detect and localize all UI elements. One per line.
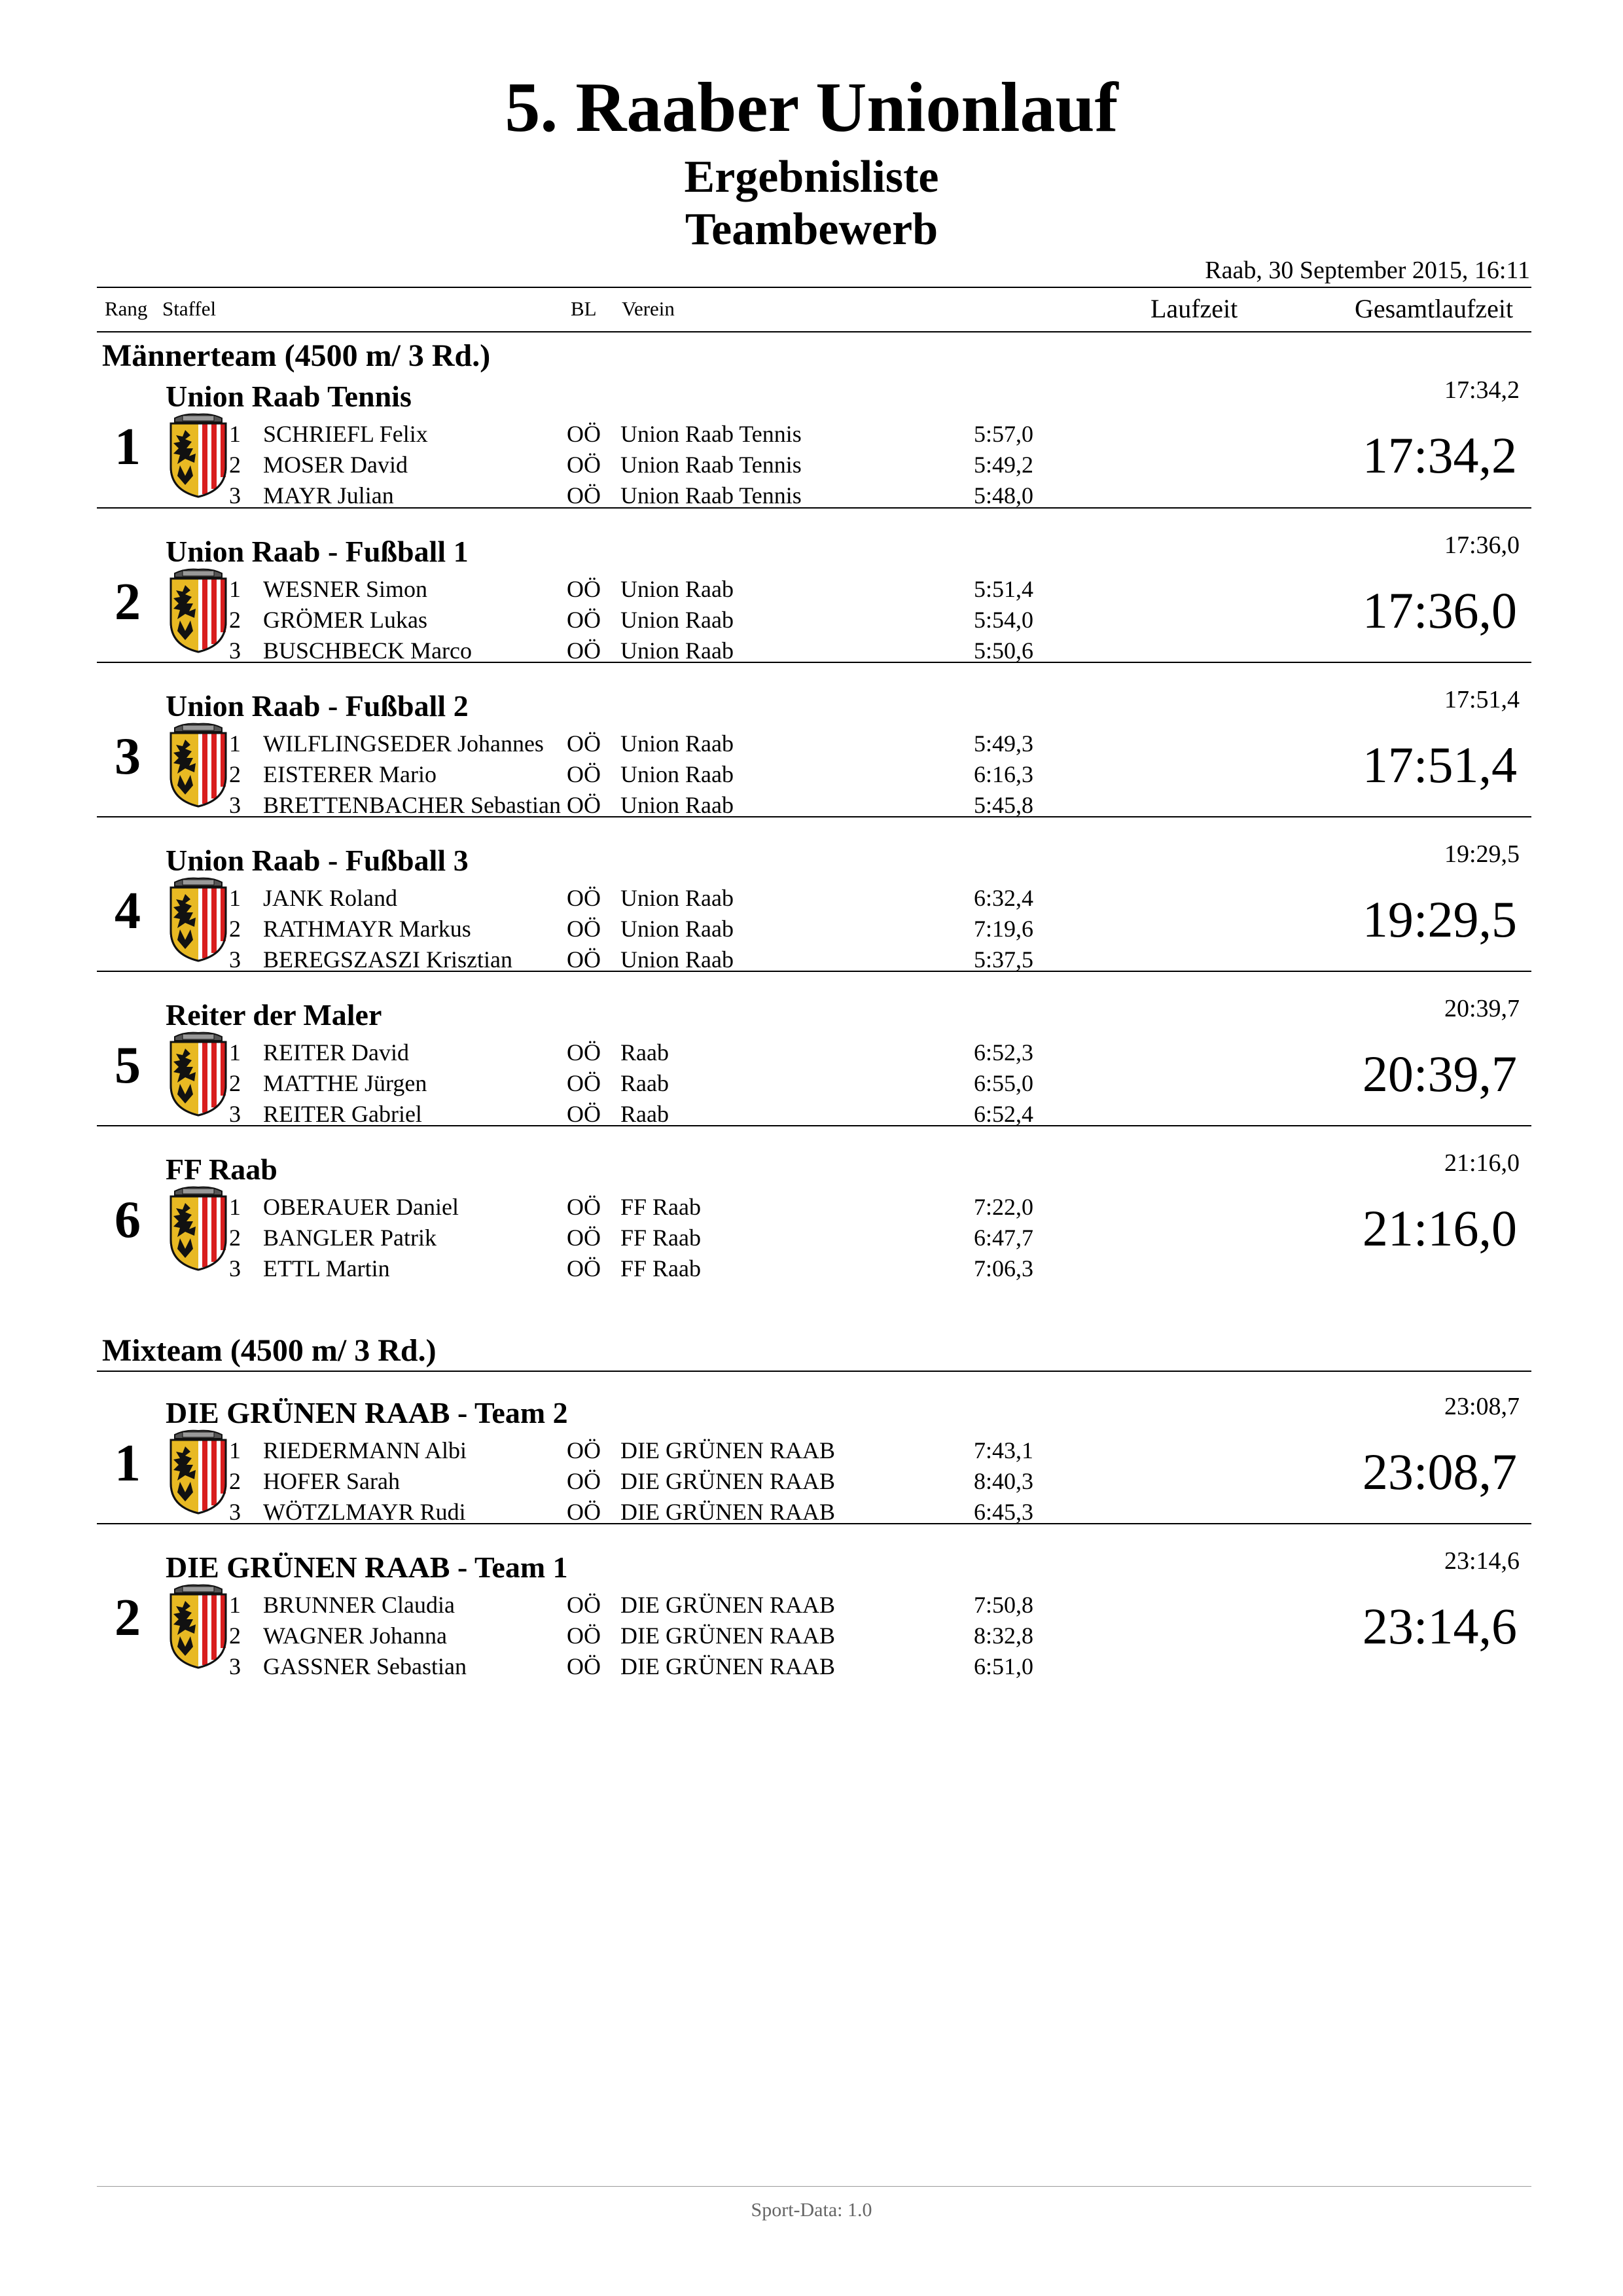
member-bundesland: OÖ	[567, 576, 601, 602]
team-name: Union Raab - Fußball 2	[166, 689, 469, 723]
team-total-time: 23:14,6	[1362, 1598, 1517, 1655]
team-name: DIE GRÜNEN RAAB - Team 2	[166, 1396, 568, 1429]
member-laufzeit: 5:57,0	[974, 421, 1034, 447]
member-bundesland: OÖ	[567, 1653, 601, 1679]
member-verein: Union Raab	[620, 885, 734, 911]
member-name: BUSCHBECK Marco	[263, 637, 473, 664]
member-verein: Union Raab	[620, 946, 734, 973]
team-separator	[97, 1523, 1531, 1524]
header-top-rule	[97, 287, 1531, 288]
member-bundesland: OÖ	[567, 885, 601, 911]
member-laufzeit: 5:54,0	[974, 607, 1034, 633]
member-name: ETTL Martin	[263, 1255, 390, 1282]
team-name: Union Raab Tennis	[166, 380, 412, 413]
member-verein: Union Raab	[620, 792, 734, 818]
team-name: DIE GRÜNEN RAAB - Team 1	[166, 1551, 568, 1584]
member-laufzeit: 7:43,1	[974, 1437, 1034, 1463]
member-name: BRETTENBACHER Sebastian	[263, 792, 561, 818]
section-rule	[97, 1371, 1531, 1372]
member-bundesland: OÖ	[567, 730, 601, 757]
member-name: GRÖMER Lukas	[263, 607, 427, 633]
team-separator	[97, 662, 1531, 663]
team-rank: 1	[115, 418, 141, 476]
member-bundesland: OÖ	[567, 421, 601, 447]
header-bottom-rule	[97, 331, 1531, 332]
member-bundesland: OÖ	[567, 1070, 601, 1096]
member-number: 3	[229, 1101, 241, 1127]
team-total-time: 23:08,7	[1362, 1443, 1517, 1500]
team-rank: 2	[115, 1589, 141, 1647]
member-verein: Union Raab	[620, 761, 734, 787]
member-verein: DIE GRÜNEN RAAB	[620, 1623, 835, 1649]
team-separator	[97, 507, 1531, 509]
team-rank: 3	[115, 728, 141, 785]
member-laufzeit: 8:40,3	[974, 1468, 1034, 1494]
team-total-time-label: 23:14,6	[1444, 1547, 1520, 1575]
team-rank: 6	[115, 1191, 141, 1249]
member-number: 2	[229, 452, 241, 478]
member-name: REITER Gabriel	[263, 1101, 422, 1127]
footer-rule	[97, 2186, 1531, 2187]
member-laufzeit: 6:52,4	[974, 1101, 1034, 1127]
column-header-verein: Verein	[622, 297, 675, 320]
member-row	[0, 1068, 1623, 1099]
section-title: Männerteam (4500 m/ 3 Rd.)	[102, 338, 491, 373]
member-row	[0, 574, 1623, 605]
member-laufzeit: 6:45,3	[974, 1499, 1034, 1525]
member-verein: Raab	[620, 1101, 669, 1127]
team-total-time: 20:39,7	[1362, 1045, 1517, 1102]
member-number: 2	[229, 761, 241, 787]
page-subtitle-ergebnisliste: Ergebnisliste	[684, 152, 939, 202]
member-name: GASSNER Sebastian	[263, 1653, 467, 1679]
member-name: WILFLINGSEDER Johannes	[263, 730, 544, 757]
member-verein: Union Raab	[620, 637, 734, 664]
member-laufzeit: 5:45,8	[974, 792, 1034, 818]
member-number: 3	[229, 1653, 241, 1679]
member-number: 1	[229, 1039, 241, 1066]
member-bundesland: OÖ	[567, 637, 601, 664]
member-laufzeit: 6:52,3	[974, 1039, 1034, 1066]
member-bundesland: OÖ	[567, 946, 601, 973]
member-number: 3	[229, 637, 241, 664]
team-total-time: 19:29,5	[1362, 891, 1517, 948]
member-bundesland: OÖ	[567, 1437, 601, 1463]
member-bundesland: OÖ	[567, 482, 601, 509]
member-number: 1	[229, 421, 241, 447]
team-total-time-label: 17:36,0	[1444, 531, 1520, 559]
member-bundesland: OÖ	[567, 1101, 601, 1127]
member-row	[0, 419, 1623, 450]
member-row	[0, 883, 1623, 914]
section-title: Mixteam (4500 m/ 3 Rd.)	[102, 1333, 437, 1368]
team-total-time: 21:16,0	[1362, 1200, 1517, 1257]
team-total-time: 17:51,4	[1362, 736, 1517, 793]
member-laufzeit: 7:50,8	[974, 1592, 1034, 1618]
column-header-bl: BL	[571, 297, 597, 320]
member-row	[0, 1651, 1623, 1682]
member-name: SCHRIEFL Felix	[263, 421, 428, 447]
member-number: 1	[229, 1592, 241, 1618]
member-name: BANGLER Patrik	[263, 1225, 437, 1251]
member-bundesland: OÖ	[567, 792, 601, 818]
member-name: EISTERER Mario	[263, 761, 437, 787]
team-total-time-label: 23:08,7	[1444, 1393, 1520, 1420]
member-verein: Union Raab	[620, 916, 734, 942]
member-verein: DIE GRÜNEN RAAB	[620, 1468, 835, 1494]
team-name: Reiter der Maler	[166, 998, 382, 1031]
footer-text: Sport-Data: 1.0	[751, 2199, 872, 2221]
member-row	[0, 759, 1623, 790]
member-name: WÖTZLMAYR Rudi	[263, 1499, 466, 1525]
member-laufzeit: 5:49,3	[974, 730, 1034, 757]
member-number: 1	[229, 885, 241, 911]
team-total-time-label: 19:29,5	[1444, 840, 1520, 868]
member-verein: DIE GRÜNEN RAAB	[620, 1437, 835, 1463]
member-number: 2	[229, 607, 241, 633]
member-name: WAGNER Johanna	[263, 1623, 447, 1649]
team-total-time: 17:34,2	[1362, 427, 1517, 484]
member-row	[0, 1590, 1623, 1621]
member-verein: Union Raab	[620, 576, 734, 602]
member-laufzeit: 6:55,0	[974, 1070, 1034, 1096]
team-rank: 4	[115, 882, 141, 940]
page-title: 5. Raaber Unionlauf	[505, 69, 1118, 147]
team-total-time: 17:36,0	[1362, 582, 1517, 639]
team-name: Union Raab - Fußball 1	[166, 535, 469, 568]
column-header-rang: Rang	[105, 297, 148, 320]
member-verein: FF Raab	[620, 1255, 702, 1282]
member-row	[0, 480, 1623, 511]
team-name: Union Raab - Fußball 3	[166, 844, 469, 877]
member-laufzeit: 5:51,4	[974, 576, 1034, 602]
team-separator	[97, 816, 1531, 817]
member-laufzeit: 6:47,7	[974, 1225, 1034, 1251]
member-number: 3	[229, 1255, 241, 1282]
member-row	[0, 1223, 1623, 1253]
member-bundesland: OÖ	[567, 1592, 601, 1618]
member-number: 1	[229, 576, 241, 602]
member-laufzeit: 5:48,0	[974, 482, 1034, 509]
member-row	[0, 605, 1623, 636]
page-subtitle-teambewerb: Teambewerb	[685, 204, 938, 255]
team-total-time-label: 17:51,4	[1444, 686, 1520, 713]
member-number: 2	[229, 916, 241, 942]
member-verein: DIE GRÜNEN RAAB	[620, 1499, 835, 1525]
team-total-time-label: 17:34,2	[1444, 376, 1520, 404]
team-rank: 2	[115, 573, 141, 631]
team-separator	[97, 1125, 1531, 1126]
team-rank: 5	[115, 1037, 141, 1094]
member-bundesland: OÖ	[567, 916, 601, 942]
member-laufzeit: 7:22,0	[974, 1194, 1034, 1220]
member-verein: Union Raab Tennis	[620, 452, 802, 478]
team-name: FF Raab	[166, 1153, 277, 1186]
member-laufzeit: 6:51,0	[974, 1653, 1034, 1679]
member-name: MATTHE Jürgen	[263, 1070, 427, 1096]
column-header-staffel: Staffel	[162, 297, 217, 320]
member-verein: Raab	[620, 1039, 669, 1066]
member-name: BEREGSZASZI Krisztian	[263, 946, 512, 973]
member-row	[0, 728, 1623, 759]
member-name: HOFER Sarah	[263, 1468, 400, 1494]
member-laufzeit: 5:50,6	[974, 637, 1034, 664]
member-bundesland: OÖ	[567, 761, 601, 787]
member-number: 1	[229, 730, 241, 757]
member-number: 2	[229, 1225, 241, 1251]
member-verein: Union Raab Tennis	[620, 421, 802, 447]
member-verein: Union Raab Tennis	[620, 482, 802, 509]
member-laufzeit: 7:06,3	[974, 1255, 1034, 1282]
team-separator	[97, 971, 1531, 972]
member-row	[0, 1037, 1623, 1068]
member-laufzeit: 5:37,5	[974, 946, 1034, 973]
member-name: MAYR Julian	[263, 482, 394, 509]
member-name: MOSER David	[263, 452, 408, 478]
member-bundesland: OÖ	[567, 1468, 601, 1494]
member-number: 3	[229, 1499, 241, 1525]
column-header-gesamtlaufzeit: Gesamtlaufzeit	[1355, 294, 1514, 323]
member-verein: Union Raab	[620, 607, 734, 633]
member-laufzeit: 7:19,6	[974, 916, 1034, 942]
member-row	[0, 1466, 1623, 1497]
member-number: 1	[229, 1437, 241, 1463]
member-name: RATHMAYR Markus	[263, 916, 471, 942]
member-bundesland: OÖ	[567, 1623, 601, 1649]
member-laufzeit: 6:16,3	[974, 761, 1034, 787]
member-bundesland: OÖ	[567, 607, 601, 633]
member-verein: Union Raab	[620, 730, 734, 757]
member-number: 2	[229, 1070, 241, 1096]
member-number: 1	[229, 1194, 241, 1220]
member-verein: DIE GRÜNEN RAAB	[620, 1653, 835, 1679]
member-row	[0, 450, 1623, 480]
team-total-time-label: 21:16,0	[1444, 1149, 1520, 1177]
member-verein: DIE GRÜNEN RAAB	[620, 1592, 835, 1618]
member-bundesland: OÖ	[567, 1194, 601, 1220]
member-number: 2	[229, 1468, 241, 1494]
member-row	[0, 1435, 1623, 1466]
member-row	[0, 1621, 1623, 1651]
member-laufzeit: 8:32,8	[974, 1623, 1034, 1649]
member-row	[0, 1253, 1623, 1284]
member-name: RIEDERMANN Albi	[263, 1437, 467, 1463]
member-bundesland: OÖ	[567, 1255, 601, 1282]
member-row	[0, 914, 1623, 944]
member-verein: FF Raab	[620, 1194, 702, 1220]
member-name: OBERAUER Daniel	[263, 1194, 459, 1220]
member-name: WESNER Simon	[263, 576, 428, 602]
place-date-line: Raab, 30 September 2015, 16:11	[1205, 257, 1530, 284]
member-bundesland: OÖ	[567, 1499, 601, 1525]
member-verein: FF Raab	[620, 1225, 702, 1251]
member-bundesland: OÖ	[567, 1039, 601, 1066]
team-rank: 1	[115, 1435, 141, 1492]
member-bundesland: OÖ	[567, 452, 601, 478]
member-name: REITER David	[263, 1039, 409, 1066]
member-verein: Raab	[620, 1070, 669, 1096]
member-laufzeit: 6:32,4	[974, 885, 1034, 911]
member-bundesland: OÖ	[567, 1225, 601, 1251]
member-laufzeit: 5:49,2	[974, 452, 1034, 478]
member-number: 3	[229, 482, 241, 509]
member-name: BRUNNER Claudia	[263, 1592, 455, 1618]
member-number: 2	[229, 1623, 241, 1649]
member-number: 3	[229, 792, 241, 818]
member-number: 3	[229, 946, 241, 973]
team-total-time-label: 20:39,7	[1444, 995, 1520, 1022]
member-name: JANK Roland	[263, 885, 397, 911]
column-header-laufzeit: Laufzeit	[1150, 294, 1238, 323]
member-row	[0, 1192, 1623, 1223]
